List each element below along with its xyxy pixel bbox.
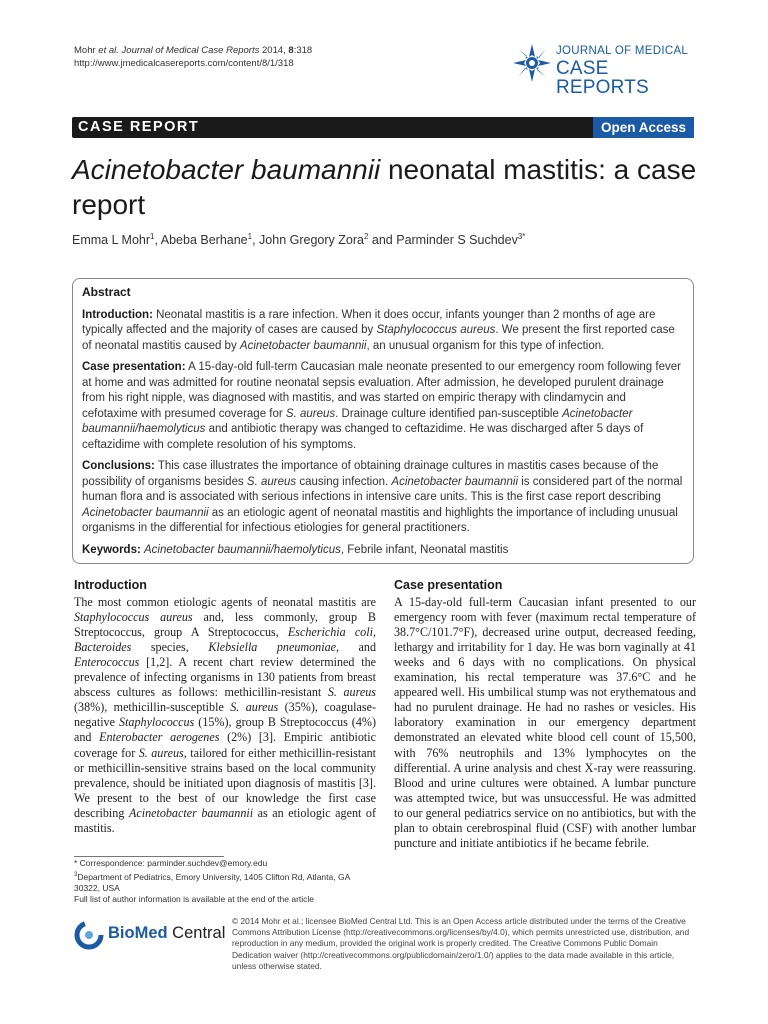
body-text: as an etiologic agent of mastitis. (74, 805, 377, 835)
species-name: Acinetobacter baumannii (128, 805, 254, 820)
body-text: and, less commonly, group B Streptococcus, group A Streptococcus, (74, 610, 376, 640)
species-name: Enterobacter aerogenes (99, 730, 220, 745)
biomed-wordmark-suffix: Central (167, 924, 226, 942)
article-type-label: CASE REPORT (78, 119, 200, 135)
body-text: [1,2]. A recent chart review determined the prevalence of infecting organisms in 130 patients from breast abscess cultures as follows: methicillin-resistant (74, 655, 376, 700)
species-name: S. aureus (246, 475, 297, 488)
author-separator: , (154, 233, 161, 248)
species-name: S. aureus (230, 700, 279, 715)
title-rest: neonatal mastitis: a case report (72, 154, 697, 220)
footnote-divider (74, 856, 224, 857)
open-access-badge: Open Access (593, 117, 694, 138)
citation-page: :318 (293, 45, 313, 56)
abstract-heading: Abstract (82, 285, 131, 299)
biomed-swirl-icon (74, 920, 104, 950)
species-name: Acinetobacter baumannii (239, 339, 367, 352)
abstract-section-label: Conclusions: (82, 460, 155, 472)
body-text: (2%) [3]. Empiric antibiotic coverage for (74, 730, 376, 760)
introduction-paragraph (74, 595, 376, 836)
body-text: (35%), coagulase-negative (74, 700, 376, 730)
abstract-section-label: Introduction: (82, 308, 153, 321)
species-name: Enterococcus (74, 655, 140, 670)
species-name: Acinetobacter baumannii/haemolyticus (82, 407, 633, 435)
species-name: Acinetobacter baumannii (82, 506, 209, 519)
author-affiliation-mark: 1 (150, 232, 155, 241)
journal-wordmark-line2: CASE REPORTS (556, 57, 649, 98)
affiliation-mark: 3 (74, 871, 78, 878)
citation-block (74, 44, 312, 70)
species-name: Bacteroides (74, 640, 132, 655)
affiliation-text: Department of Pediatrics, Emory University, 1405 Clifton Rd, Atlanta, GA 30322, USA (74, 871, 350, 893)
body-text: (15%), group B Streptococcus (4%) and (74, 715, 376, 745)
abstract-section-label: Case presentation: (82, 361, 186, 373)
journal-wordmark (556, 46, 702, 97)
article-type-banner (72, 117, 694, 138)
author-affiliation-mark: 1 (247, 232, 253, 241)
abstract-text: is considered part of the normal human flora and is associated with serious infections in intensive care units. This is the first case report describing (82, 475, 683, 503)
abstract-keywords (82, 543, 684, 559)
abstract-introduction (82, 308, 684, 355)
title-italic: Acinetobacter baumannii (72, 154, 381, 185)
biomed-wordmark (108, 924, 225, 943)
journal-logo (512, 42, 702, 98)
species-name: Klebsiella pneumoniae (208, 640, 336, 655)
citation-volume: 8 (288, 45, 294, 56)
species-name: Escherichia coli (287, 625, 373, 640)
author-affiliation-mark: 3* (517, 232, 526, 241)
abstract-text: , an unusual organism for this type of infection. (366, 339, 605, 352)
author-affiliation-mark: 2 (363, 232, 369, 241)
author-separator: , (252, 233, 260, 248)
starburst-emblem-icon (512, 43, 552, 83)
abstract-conclusions (82, 459, 684, 537)
citation-line (74, 44, 312, 57)
correspondence-note: * Correspondence: parminder.suchdev@emory.edu (74, 858, 268, 868)
body-text: , (372, 625, 376, 640)
abstract-text: as an etiologic agent of neonatal mastitis and highlights the importance of including unusual organisms in the differential for infectious etiologies for general practitioners. (82, 506, 678, 534)
section-heading: Introduction (74, 578, 147, 592)
article-url[interactable]: http://www.jmedicalcasereports.com/content/8/1/318 (74, 58, 294, 69)
author-name: Parminder S Suchdev (396, 233, 518, 248)
species-name: S. aureus (285, 407, 336, 420)
section-heading: Case presentation (394, 578, 503, 592)
case-presentation-section (394, 578, 696, 851)
introduction-section (74, 578, 376, 836)
species-name: S. aureus (327, 685, 376, 700)
species-name: S. aureus (138, 745, 184, 760)
footnotes (74, 858, 374, 906)
citation-journal: et al. Journal of Medical Case Reports (98, 45, 260, 56)
author-list (72, 232, 525, 247)
author-separator: and (368, 233, 397, 248)
affiliation-note (74, 870, 374, 895)
citation-author: Mohr (74, 45, 99, 56)
body-text: , tailored for either methicillin-resistant or methicillin-sensitive strains based on the local community prevalence, should be initiated upon diagnosis of mastitis [3]. We present to the best of our knowledge the first case describing (74, 745, 376, 820)
abstract-box (72, 278, 694, 564)
author-info-note: Full list of author information is available at the end of the article (74, 894, 315, 905)
species-name: Staphylococcus aureus (376, 324, 496, 336)
abstract-text: Neonatal mastitis is a rare infection. When it does occur, infants younger than 2 months of age are typically affected and the majority of cases are caused by (82, 308, 656, 336)
license-statement: © 2014 Mohr et al.; licensee BioMed Central Ltd. This is an Open Access article distributed under the terms of the Creative Commons Attribution License (http://creativecommons.org/licenses/by/4.0), which permits unrestricted use, distribution, and reproduction in any medium, provided the original work is properly credited. The Creative Commons Public Domain Dedication waiver (http://creativecommons.org/publicdomain/zero/1.0/) applies to the data made available in this article, unless otherwise stated. (232, 916, 690, 971)
abstract-text: This case illustrates the importance of obtaining drainage cultures in mastitis cases because of the possibility of organisms besides (82, 460, 659, 488)
body-text: species, (131, 640, 209, 655)
author-name: John Gregory Zora (259, 233, 364, 248)
abstract-text: . Drainage culture identified pan-susceptible (335, 407, 563, 420)
article-title (72, 152, 702, 222)
biomed-wordmark-brand: BioMed (108, 924, 168, 942)
abstract-text: . We present the first reported case of neonatal mastitis caused by (82, 324, 675, 352)
abstract-text: causing infection. (296, 475, 392, 488)
abstract-case-presentation (82, 360, 684, 453)
author-name: Abeba Berhane (160, 233, 248, 248)
species-name: Acinetobacter baumannii (391, 475, 519, 488)
species-name: Staphylococcus aureus (74, 610, 193, 625)
body-text: (38%), methicillin-susceptible (74, 700, 231, 715)
body-text: , and (335, 640, 376, 655)
abstract-text: A 15-day-old full-term Caucasian male neonate presented to our emergency room following fever at home and was admitted for routine neonatal sepsis evaluation. After admission, he developed purulent drainage from his right nipple, was diagnosed with mastitis, and was started on empiric therapy with clindamycin and cefotaxime with presumed coverage for (82, 361, 681, 420)
abstract-text: and antibiotic therapy was changed to ceftazidime. He was discharged after 5 days of ceftazidime with complete resolution of his symptoms. (82, 423, 644, 451)
keyword: Acinetobacter baumannii/haemolyticus (144, 543, 341, 556)
case-presentation-paragraph: A 15-day-old full-term Caucasian infant presented to our emergency room with fever (maximum rectal temperature of 38.7°C/101.7°F), decreased urine output, decreased feeding, lethargy and irritability for 1 day. He was born vaginally at 41 weeks and 6 days with no complications. On physical examination, his rectal temperature was 37.6°C and he appeared well. His umbilical stump was not erythematous and had no purulent drainage. He had no rashes or vesicles. His laboratory examination in our emergency department demonstrated an elevated white blood cell count of 15,500, with 76% neutrophils and 13% lymphocytes on the differential. A urine analysis and chest X-ray were reassuring. Blood and urine cultures were obtained. A lumbar puncture was attempted twice, but was unsuccessful. He was admitted to our general pediatrics service on no antibiotics, but with the plan to obtain cerebrospinal fluid (CSF) with another lumbar puncture and initiate antibiotics if he became febrile. (394, 595, 696, 850)
body-text: The most common etiologic agents of neonatal mastitis are (74, 595, 376, 610)
author-name: Emma L Mohr (72, 233, 151, 248)
abstract-section-label: Keywords: (82, 543, 141, 556)
citation-year: 2014, (259, 45, 289, 56)
journal-wordmark-line1: JOURNAL OF MEDICAL (556, 45, 689, 57)
biomed-central-logo (74, 920, 224, 950)
species-name: Staphylococcus (119, 715, 195, 730)
keyword: , Febrile infant, Neonatal mastitis (340, 543, 509, 556)
